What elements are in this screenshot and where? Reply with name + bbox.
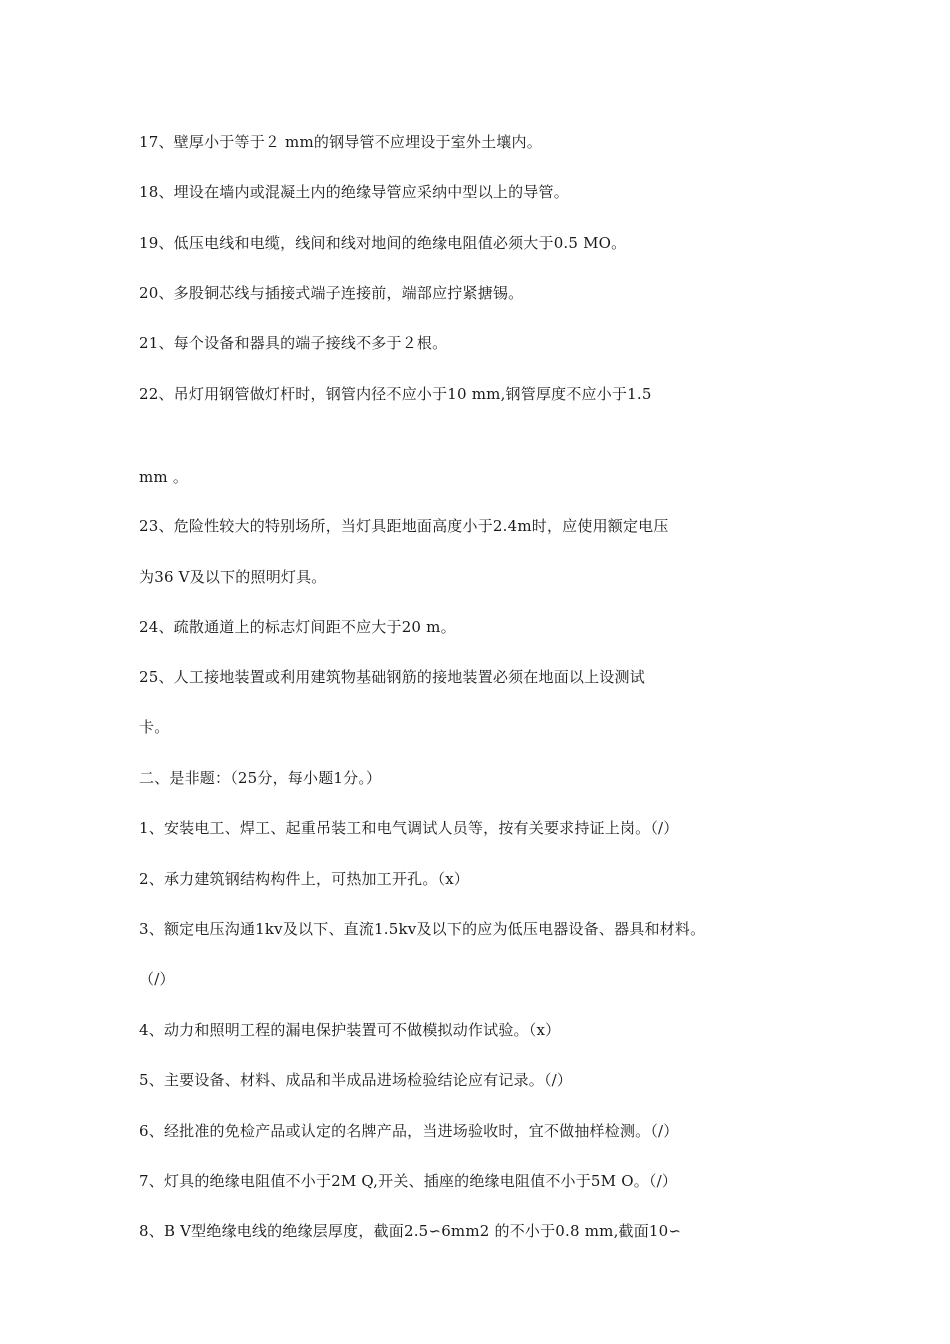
- text-line-q25: 25、人工接地装置或利用建筑物基础钢筋的接地装置必须在地面以上设测试: [139, 668, 645, 686]
- text-line-q20: 20、多股铜芯线与插接式端子连接前，端部应拧紧搪锡。: [139, 284, 524, 302]
- text-line-tf1: 1、安装电工、焊工、起重吊装工和电气调试人员等，按有关要求持证上岗。（/）: [139, 819, 679, 837]
- text-line-q17: 17、壁厚小于等于２ mm的钢导管不应埋设于室外土壤内。: [139, 133, 542, 151]
- text-line-tf2: 2、承力建筑钢结构构件上，可热加工开孔。（x）: [139, 870, 470, 888]
- text-line-q22-cont: mm 。: [139, 468, 189, 486]
- text-line-tf3-cont: （/）: [139, 970, 175, 988]
- text-line-tf5: 5、主要设备、材料、成品和半成品进场检验结论应有记录。（/）: [139, 1071, 573, 1089]
- text-line-q18: 18、埋设在墙内或混凝土内的绝缘导管应采纳中型以上的导管。: [139, 183, 569, 201]
- text-line-q25-cont: 卡。: [139, 718, 170, 736]
- text-line-q22: 22、吊灯用钢管做灯杆时，钢管内径不应小于10 mm,钢管厚度不应小于1.5: [139, 385, 652, 403]
- text-line-tf8: 8、B V型绝缘电线的绝缘层厚度，截面2.5∽6mm2 的不小于0.8 mm,截面10∽: [139, 1222, 682, 1240]
- text-line-q24: 24、疏散通道上的标志灯间距不应大于20 m。: [139, 618, 456, 636]
- text-line-tf6: 6、经批准的免检产品或认定的名牌产品，当进场验收时，宜不做抽样检测。（/）: [139, 1122, 679, 1140]
- text-line-q21: 21、每个设备和器具的端子接线不多于２根。: [139, 334, 448, 352]
- text-line-tf4: 4、动力和照明工程的漏电保护装置可不做模拟动作试验。（x）: [139, 1021, 561, 1039]
- section-heading: 二、是非题：（25分，每小题1分。）: [139, 769, 382, 787]
- text-line-tf3: 3、额定电压沟通1kv及以下、直流1.5kv及以下的应为低压电器设备、器具和材料。: [139, 920, 706, 938]
- text-line-q23: 23、危险性较大的特别场所，当灯具距地面高度小于2.4m时，应使用额定电压: [139, 517, 669, 535]
- text-line-q19: 19、低压电线和电缆，线间和线对地间的绝缘电阻值必须大于0.5 MO。: [139, 234, 627, 252]
- text-line-tf7: 7、灯具的绝缘电阻值不小于2M Q,开关、插座的绝缘电阻值不小于5M O。（/）: [139, 1172, 678, 1190]
- text-line-q23-cont: 为36 V及以下的照明灯具。: [139, 568, 327, 586]
